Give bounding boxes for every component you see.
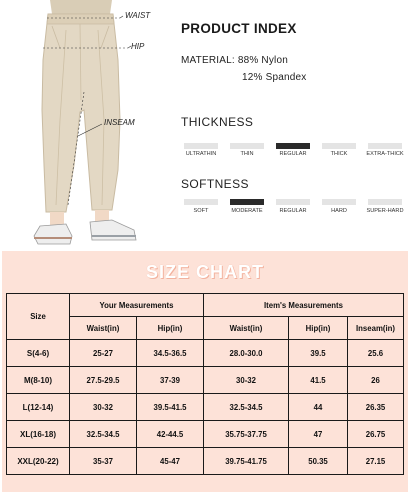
scale-segment	[230, 143, 264, 149]
scale-segment	[368, 143, 402, 149]
size-cell: XL(16-18)	[7, 421, 70, 448]
scale-label: HARD	[331, 208, 347, 214]
size-cell: M(8-10)	[7, 367, 70, 394]
measurement-cell: 25.6	[348, 340, 404, 367]
sub-header: Waist(in)	[204, 317, 289, 340]
size-cell: L(12-14)	[7, 394, 70, 421]
table-row	[7, 367, 404, 394]
scale-segment	[184, 199, 218, 205]
scale-label: REGULAR	[279, 151, 307, 157]
size-chart-title: SIZE CHART	[146, 261, 264, 282]
measurement-cell: 30-32	[70, 394, 137, 421]
measurement-cell: 47	[289, 421, 348, 448]
material-line-1: MATERIAL: 88% Nylon	[181, 55, 288, 66]
table-row	[7, 340, 404, 367]
measurement-cell: 32.5-34.5	[70, 421, 137, 448]
scale-label: THIN	[240, 151, 254, 157]
size-cell: S(4-6)	[7, 340, 70, 367]
measurement-cell: 26	[348, 367, 404, 394]
scale-segment	[184, 143, 218, 149]
table-row	[7, 448, 404, 475]
scale-segment	[230, 199, 264, 205]
measurement-cell: 34.5-36.5	[137, 340, 204, 367]
measurement-cell: 50.35	[289, 448, 348, 475]
measurement-cell: 41.5	[289, 367, 348, 394]
scale-label: MODERATE	[231, 208, 263, 214]
sub-header: Inseam(in)	[348, 317, 404, 340]
inseam-callout: INSEAM	[104, 118, 135, 127]
sub-header: Hip(in)	[137, 317, 204, 340]
measurement-cell: 45-47	[137, 448, 204, 475]
product-index-title: PRODUCT INDEX	[181, 21, 297, 36]
measurement-cell: 39.5-41.5	[137, 394, 204, 421]
waist-callout: WAIST	[125, 11, 151, 20]
size-cell: XXL(20-22)	[7, 448, 70, 475]
sub-header: Waist(in)	[70, 317, 137, 340]
scale-segment	[368, 199, 402, 205]
sub-header: Hip(in)	[289, 317, 348, 340]
measurement-cell: 32.5-34.5	[204, 394, 289, 421]
scale-label: ULTRATHIN	[185, 151, 217, 157]
measurement-cell: 25-27	[70, 340, 137, 367]
measurement-cell: 26.35	[348, 394, 404, 421]
size-chart	[2, 251, 408, 492]
your-measurements-header: Your Measurements	[70, 294, 204, 317]
measurement-cell: 35-37	[70, 448, 137, 475]
hip-callout: HIP	[131, 42, 145, 51]
size-table	[6, 293, 404, 475]
thickness-title: THICKNESS	[181, 115, 254, 129]
scale-label: REGULAR	[279, 208, 307, 214]
model-figure	[0, 0, 170, 248]
softness-title: SOFTNESS	[181, 177, 249, 191]
measurement-cell: 39.5	[289, 340, 348, 367]
size-chart-banner	[2, 251, 408, 293]
pants-illustration	[0, 0, 170, 248]
measurement-cell: 27.15	[348, 448, 404, 475]
scale-segment	[276, 143, 310, 149]
scale-segment	[322, 199, 356, 205]
scale-segment	[276, 199, 310, 205]
measurement-cell: 28.0-30.0	[204, 340, 289, 367]
measurement-cell: 30-32	[204, 367, 289, 394]
scale-label: THICK	[330, 151, 348, 157]
measurement-cell: 37-39	[137, 367, 204, 394]
measurement-cell: 39.75-41.75	[204, 448, 289, 475]
measurement-cell: 44	[289, 394, 348, 421]
measurement-cell: 42-44.5	[137, 421, 204, 448]
measurement-cell: 35.75-37.75	[204, 421, 289, 448]
item-measurements-header: Item's Measurements	[204, 294, 404, 317]
scale-label: SOFT	[193, 208, 209, 214]
material-line-2: 12% Spandex	[242, 72, 307, 83]
table-row	[7, 394, 404, 421]
measurement-cell: 27.5-29.5	[70, 367, 137, 394]
measurement-cell: 26.75	[348, 421, 404, 448]
scale-label: EXTRA-THICK	[366, 151, 404, 157]
size-column-header: Size	[7, 294, 70, 340]
table-row	[7, 421, 404, 448]
scale-segment	[322, 143, 356, 149]
scale-label: SUPER-HARD	[366, 208, 404, 214]
